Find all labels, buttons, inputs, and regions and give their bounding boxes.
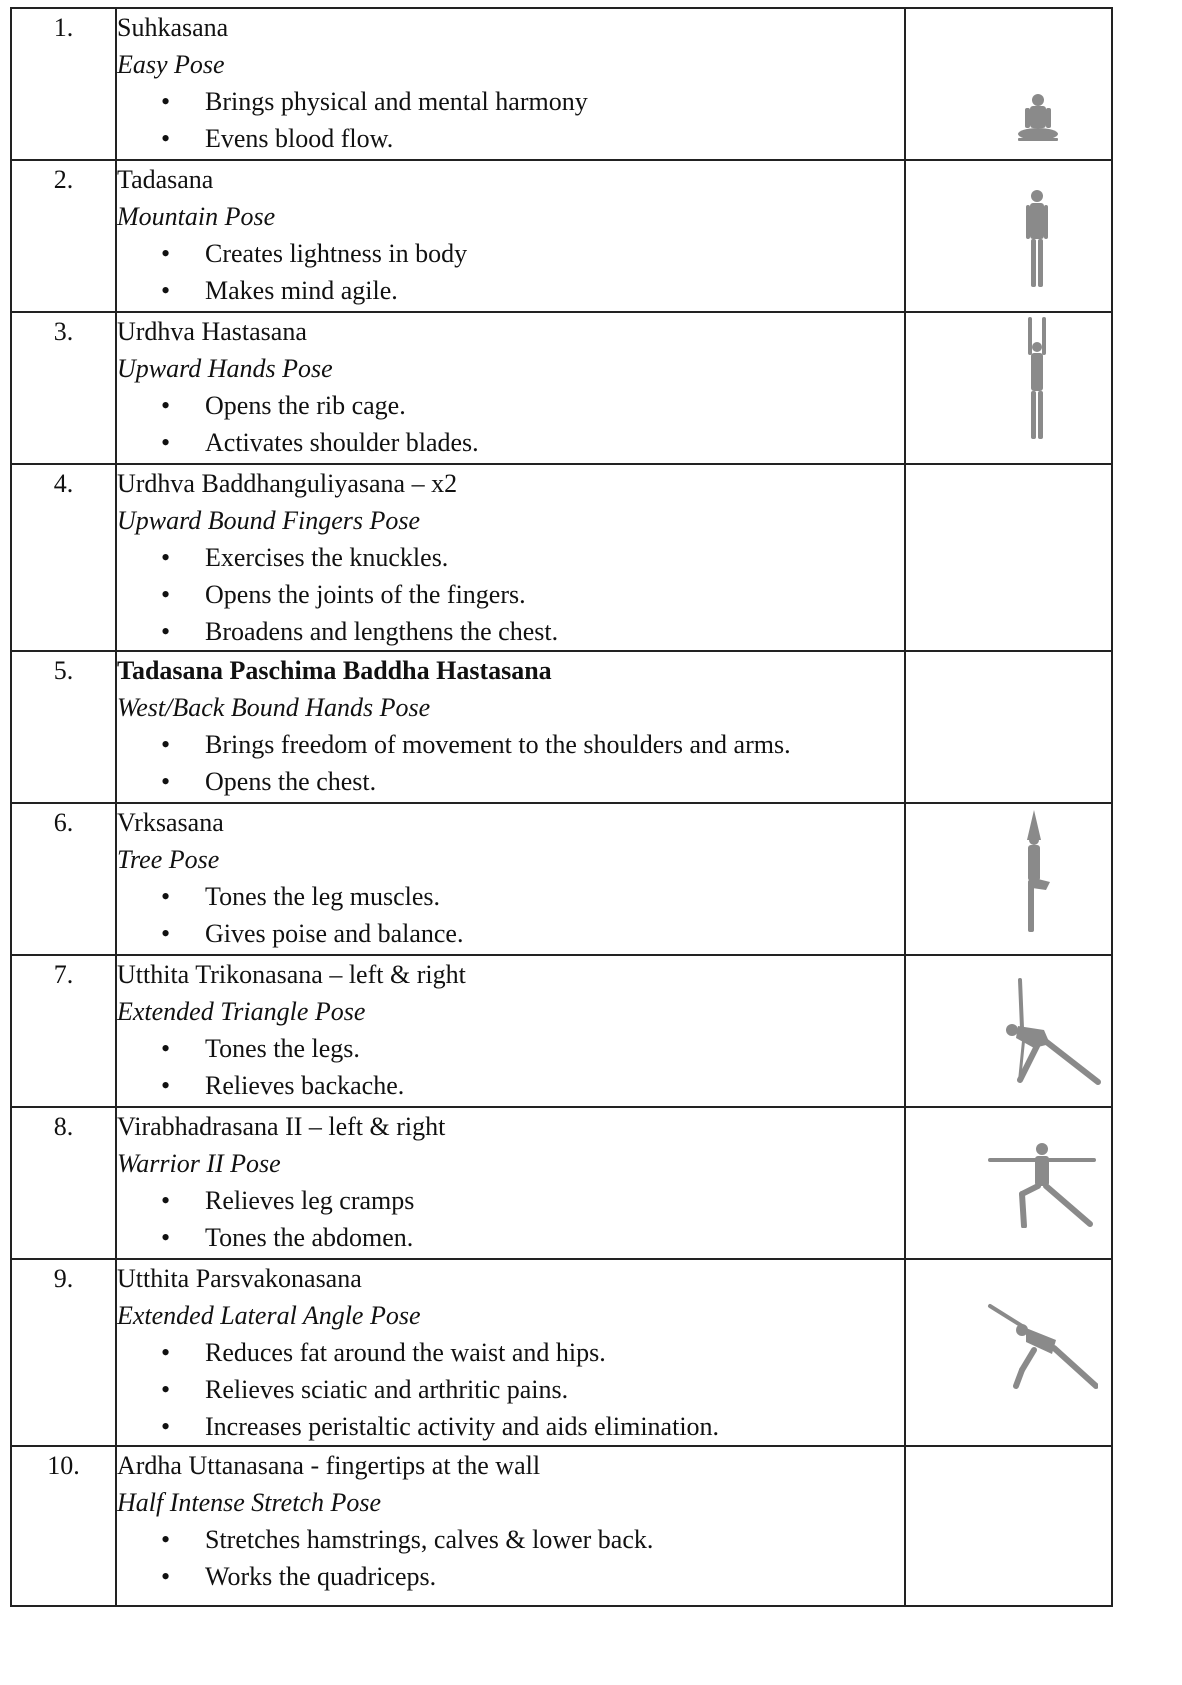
benefit-list (117, 726, 904, 800)
pose-image-cell (905, 1259, 1112, 1446)
pose-description (116, 464, 905, 651)
benefit-item: • Exercises the knuckles. (117, 539, 904, 576)
pose-english-name: Half Intense Stretch Pose (117, 1488, 382, 1517)
benefit-item: • Gives poise and balance. (117, 915, 904, 952)
pose-description (116, 1107, 905, 1259)
pose-description (116, 312, 905, 464)
pose-description (116, 8, 905, 160)
pose-number: 1. (11, 8, 116, 160)
pose-image-cell (905, 955, 1112, 1107)
benefit-item: • Makes mind agile. (117, 272, 904, 309)
pose-number: 6. (11, 803, 116, 955)
benefit-list (117, 539, 904, 650)
pose-sanskrit-name: Virabhadrasana II – left & right (117, 1112, 446, 1141)
pose-number: 7. (11, 955, 116, 1107)
table-row (11, 464, 1112, 651)
pose-number: 3. (11, 312, 116, 464)
benefit-list (117, 235, 904, 309)
benefit-list (117, 83, 904, 157)
pose-english-name: Extended Lateral Angle Pose (117, 1301, 421, 1330)
pose-english-name: Mountain Pose (117, 202, 276, 231)
benefit-item: • Opens the rib cage. (117, 387, 904, 424)
benefit-item: • Tones the leg muscles. (117, 878, 904, 915)
benefit-list (117, 1182, 904, 1256)
pose-image-cell (905, 160, 1112, 312)
benefit-item: • Reduces fat around the waist and hips. (117, 1334, 904, 1371)
pose-sanskrit-name: Tadasana Paschima Baddha Hastasana (117, 656, 552, 685)
pose-sanskrit-name: Tadasana (117, 165, 214, 194)
table-row (11, 955, 1112, 1107)
benefit-item: • Relieves sciatic and arthritic pains. (117, 1371, 904, 1408)
benefit-item: • Evens blood flow. (117, 120, 904, 157)
pose-english-name: Tree Pose (117, 845, 220, 874)
yoga-pose-table (10, 7, 1113, 1607)
pose-sanskrit-name: Urdhva Hastasana (117, 317, 307, 346)
table-row (11, 312, 1112, 464)
pose-english-name: Upward Hands Pose (117, 354, 333, 383)
pose-sanskrit-name: Urdhva Baddhanguliyasana – x2 (117, 469, 458, 498)
pose-image-cell (905, 651, 1112, 803)
pose-sanskrit-name: Vrksasana (117, 808, 224, 837)
seated-cross-legged-figure (906, 9, 1111, 159)
benefit-item: • Tones the legs. (117, 1030, 904, 1067)
benefit-item: • Works the quadriceps. (117, 1558, 904, 1595)
benefit-item: • Increases peristaltic activity and aids elimination. (117, 1408, 904, 1445)
pose-image-cell (905, 803, 1112, 955)
pose-sanskrit-name: Suhkasana (117, 13, 229, 42)
benefit-item: • Brings freedom of movement to the shoulders and arms. (117, 726, 904, 763)
warrior-pose-figure (906, 1108, 1111, 1258)
pose-english-name: West/Back Bound Hands Pose (117, 693, 431, 722)
benefit-item: • Creates lightness in body (117, 235, 904, 272)
table-row (11, 160, 1112, 312)
pose-description (116, 1446, 905, 1606)
pose-sanskrit-name: Utthita Parsvakonasana (117, 1264, 362, 1293)
benefit-item: • Relieves leg cramps (117, 1182, 904, 1219)
pose-number: 4. (11, 464, 116, 651)
table-row (11, 1107, 1112, 1259)
pose-number: 2. (11, 160, 116, 312)
pose-description (116, 1259, 905, 1446)
benefit-item: • Brings physical and mental harmony (117, 83, 904, 120)
table-row (11, 803, 1112, 955)
pose-description (116, 803, 905, 955)
side-angle-pose-figure (906, 1260, 1111, 1445)
benefit-list (117, 878, 904, 952)
benefit-list (117, 387, 904, 461)
pose-image-cell (905, 1446, 1112, 1606)
pose-description (116, 955, 905, 1107)
table-row (11, 651, 1112, 803)
pose-description (116, 651, 905, 803)
benefit-list (117, 1030, 904, 1104)
benefit-item: • Activates shoulder blades. (117, 424, 904, 461)
pose-number: 9. (11, 1259, 116, 1446)
table-row (11, 1259, 1112, 1446)
table-row (11, 1446, 1112, 1606)
pose-number: 8. (11, 1107, 116, 1259)
pose-image-cell (905, 464, 1112, 651)
benefit-item: • Broadens and lengthens the chest. (117, 613, 904, 650)
pose-english-name: Easy Pose (117, 50, 225, 79)
table-row (11, 8, 1112, 160)
arms-raised-figure (906, 313, 1111, 463)
pose-image-cell (905, 8, 1112, 160)
pose-description (116, 160, 905, 312)
pose-number: 10. (11, 1446, 116, 1606)
pose-english-name: Upward Bound Fingers Pose (117, 506, 421, 535)
triangle-pose-figure (906, 956, 1111, 1106)
benefit-item: • Opens the chest. (117, 763, 904, 800)
benefit-item: • Tones the abdomen. (117, 1219, 904, 1256)
standing-figure (906, 161, 1111, 311)
pose-english-name: Extended Triangle Pose (117, 997, 366, 1026)
benefit-list (117, 1334, 904, 1445)
pose-image-cell (905, 1107, 1112, 1259)
benefit-item: • Relieves backache. (117, 1067, 904, 1104)
pose-sanskrit-name: Ardha Uttanasana - fingertips at the wall (117, 1451, 541, 1480)
benefit-item: • Stretches hamstrings, calves & lower back. (117, 1521, 904, 1558)
benefit-item: • Opens the joints of the fingers. (117, 576, 904, 613)
pose-image-cell (905, 312, 1112, 464)
tree-pose-figure (906, 804, 1111, 954)
pose-sanskrit-name: Utthita Trikonasana – left & right (117, 960, 466, 989)
pose-number: 5. (11, 651, 116, 803)
benefit-list (117, 1521, 904, 1595)
pose-english-name: Warrior II Pose (117, 1149, 281, 1178)
